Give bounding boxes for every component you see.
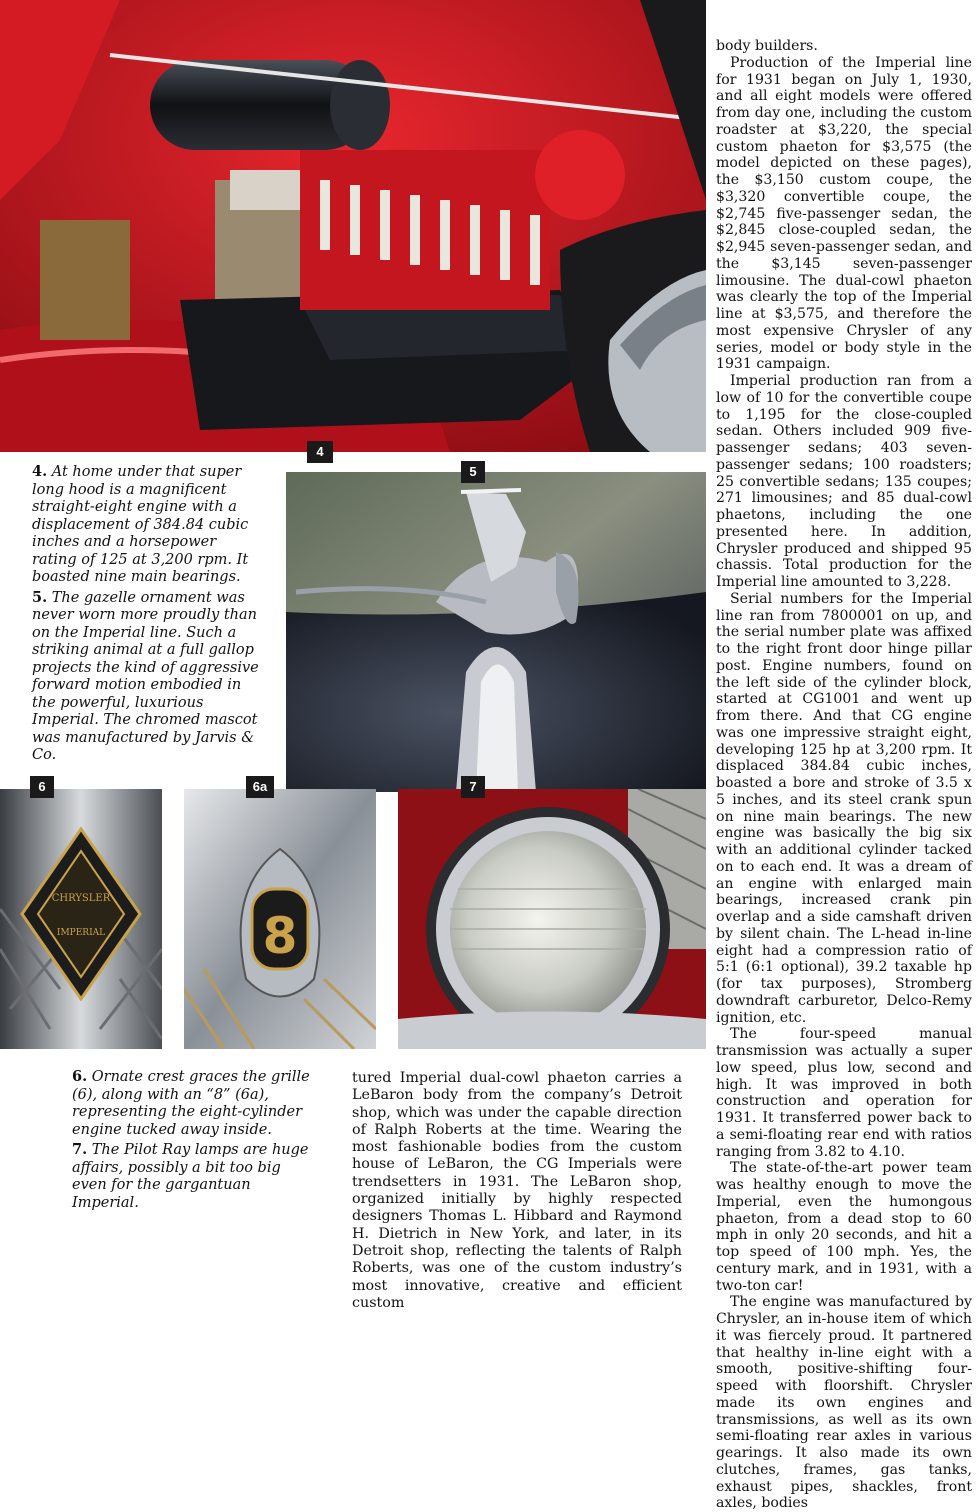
crest-imperial-text: IMPERIAL: [56, 928, 106, 938]
body-paragraph: The engine was manufactured by Chrysler, an in-house item of which it was fiercely proud. It partnered that healthy in-line eight with a smooth, positive-shifting four-speed with floorshift. Chrysler made its own engines and transmissions, as well as its own semi-floating rear axles in various gearings. It also made its own clutches, frames, gas tanks, exhaust pipes, shackles, front axles, bodies: [716, 1294, 972, 1512]
caption-4-number: 4.: [32, 463, 48, 480]
article-right-column: [716, 38, 972, 1512]
body-paragraph: Imperial production ran from a low of 10 for the convertible coupe to 1,195 for the close-coupled sedan. Others included 909 five-passenger sedans; 403 seven-passenger sedans; 100 roadsters; 25 convertible sedans; 135 coupes; 271 limousines; and 85 dual-cowl phaetons, including the one presented here. In addition, Chrysler produced and shipped 95 chassis. Total production for the Imperial line amounted to 3,228.: [716, 373, 972, 590]
photo-eight-emblem: [184, 789, 376, 1049]
caption-5-text: The gazelle ornament was never worn more proudly than on the Imperial line. Such a striking animal at a full gallop projects the kind of aggressive forward motion embodied in the powerful, luxurious Imperial. The chromed mascot was manufactured by Jarvis & Co.: [32, 589, 259, 763]
article-middle-column: [352, 1070, 682, 1312]
caption-7: [72, 1141, 320, 1212]
caption-5-number: 5.: [32, 588, 48, 606]
body-paragraph: Production of the Imperial line for 1931 began on July 1, 1930, and all eight models were offered from day one, including the custom roadster at $3,220, the special custom phaeton for $3,575 (the model depicted on these pages), the $3,150 custom coupe, the $3,320 convertible coupe, the $2,745 five-passenger sedan, the $2,845 close-coupled sedan, the $2,945 seven-passenger sedan, and the $3,145 seven-passenger limousine. The dual-cowl phaeton was clearly the top of the Imperial line at $3,575, and therefore the most expensive Chrysler of any series, model or body style in the 1931 campaign.: [716, 54, 972, 373]
body-paragraph: The state-of-the-art power team was healthy enough to move the Imperial, even the humongous phaeton, from a dead stop to 60 mph in only 20 seconds, and hit a top speed of 100 mph. Yes, the century mark, and in 1931, with a two-ton car!: [716, 1160, 972, 1294]
caption-4-text: At home under that super long hood is a magnificent straight-eight engine with a displacement of 384.84 cubic inches and a horsepower rating of 125 at 3,200 rpm. It boasted nine main bearings.: [32, 464, 249, 585]
body-paragraph: Serial numbers for the Imperial line ran from 7800001 on up, and the serial number plate was affixed to the right front door hinge pillar post. Engine numbers, found on the left side of the cylinder block, started at CG1001 and went up from there. And that CG engine was one impressive straight eight, developing 125 hp at 3,200 rpm. It displaced 384.84 cubic inches, boasted a bore and stroke of 3.5 x 5 inches, and its steel crank spun on nine main bearings. The new engine was basically the big six with an additional cylinder tacked on to each end. It was a dream of an engine with enlarged main bearings, increased crank pin overlap and a side camshaft driven by silent chain. The L-head in-line eight had a compression ratio of 5:1 (6:1 optional), 39.2 taxable hp (for tax purposes), Stromberg downdraft carburetor, Delco-Remy ignition, etc.: [716, 590, 972, 1026]
body-paragraph: The four-speed manual transmission was actually a super low speed, plus low, second and high. It was improved in both construction and operation for 1931. It transferred power back to a semi-floating rear end with ratios ranging from 3.82 to 4.10.: [716, 1026, 972, 1160]
photo-6-badge: 6: [30, 776, 54, 798]
caption-4-5: [32, 463, 260, 767]
photo-6a-badge: 6a: [246, 776, 274, 798]
caption-7-text: The Pilot Ray lamps are huge affairs, possibly a bit too big even for the gargantuan Imperial.: [72, 1142, 309, 1211]
caption-4: [32, 463, 260, 587]
caption-6-number: 6.: [72, 1068, 88, 1085]
caption-5: [32, 589, 260, 765]
photo-engine-bay: [0, 0, 706, 452]
caption-6-7: [72, 1068, 320, 1214]
crest-chrysler-text: CHRYSLER: [51, 893, 111, 904]
photo-7-badge: 7: [461, 776, 485, 798]
caption-6: [72, 1068, 320, 1139]
photo-5-badge: 5: [461, 461, 485, 483]
photo-pilot-ray-lamp: [398, 789, 706, 1049]
body-paragraph: tured Imperial dual-cowl phaeton carries a LeBaron body from the company’s Detroit shop, which was under the capable direction of Ralph Roberts at the time. Wearing the most fashionable bodies from the custom house of LeBaron, the CG Imperials were trendsetters in 1931. The LeBaron shop, organized initially by highly respected designers Thomas L. Hibbard and Raymond H. Dietrich in New York, and later, in its Detroit shop, reflecting the talents of Ralph Roberts, was one of the custom industry’s most innovative, creative and efficient custom: [352, 1070, 682, 1311]
emblem-eight-text: 8: [262, 907, 298, 965]
caption-7-number: 7.: [72, 1141, 88, 1158]
photo-4-badge: 4: [307, 441, 333, 463]
photo-grille-crest: [0, 789, 162, 1049]
body-paragraph: body builders.: [716, 38, 818, 54]
photo-gazelle-ornament: [286, 472, 706, 792]
caption-6-text: Ornate crest graces the grille (6), along with an “8” (6a), representing the eight-cylinder engine tucked away inside.: [72, 1069, 310, 1138]
